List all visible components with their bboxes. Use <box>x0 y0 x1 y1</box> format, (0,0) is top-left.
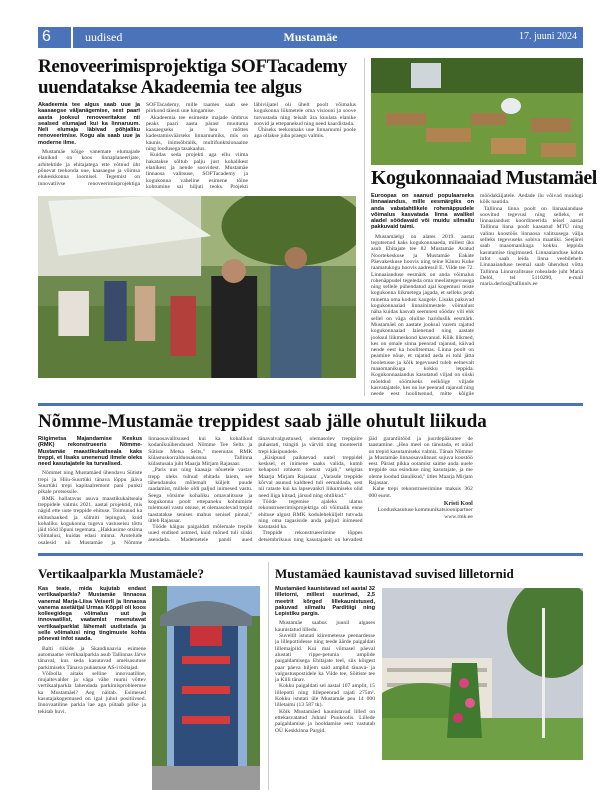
article-lead: Euroopas on saanud populaarseks linnaaiandus, mille eesmärgiks on anda vabatahtlikele rohenäppudele võimalus kasvatada linna avalikel aladel söödavaid või muidu silmailu pakkuvaid taimi. <box>371 193 474 231</box>
paragraph: Tööde käigus paigaldati mõlemale trepile uued endised astmed, kuid mõned tuli siiski asendada. Mademetele pandi uued tänavalvalgustused, olemasolev trepipiire puhastati, tsingiti ja värviti ning monteeriti trepi käsipuudele. <box>148 436 363 543</box>
author-website: www.rmk.ee <box>444 513 473 520</box>
paragraph: Kuidas seda projekti aga ellu viima hakatakse sõltub palju just kohalikest elanikest ja nende soovidest. Mustamäe linnaosa valitsuse, SOFTacademy ja kogukonna vaheline esimene tõine kohtumine sai hiljuti teoks. Projekti läbiviijatel oli ühelt poolt võimalus kogukonna liikmetele oma visiooni ja soove tutvustada ning teisalt ära kuulata elanike soovid ja ettepanekud ning need kaardistada. <box>146 102 356 190</box>
article-lead: Mustamäed kaunistavad sel aastal 32 lilletorni, millest suurimad, 2,5 meetrit kõrged lillekaunistused, pakuvad silmailu Parditiigi ning Lepistiku pargis. <box>275 586 375 618</box>
paragraph: Mustamäe saabus juunil algases kaunistatud lilledu. <box>275 620 375 633</box>
newspaper-name: Mustamäe <box>283 30 338 44</box>
article-body-stairs <box>38 436 583 549</box>
paragraph: „Kisipuud paiknevad uutel treppidel kesksel, et inimene saaks valida, kumb kehapool rohkem toetust vajab," selgitas Maarja Mirjam Rajasaar. „Varasde treppide kõrval asunud kaldteed tuli eemaldada, sest nii rataste kui ka lapsevankri liikumiseks olid need liiga kitsad, järsud ning ohtlikud." <box>258 454 363 499</box>
article-headline-softacademy: Renoveerimisprojektiga SOFTacademy uuendatakse Akadeemia tee algus <box>38 56 348 98</box>
article-body-flower-towers <box>275 586 375 791</box>
page-header-bar <box>38 27 583 48</box>
paragraph: Kokku paigaldati sel aastal 107 amplit, 15 lillepotti ning lillepeenrad rajati 275m². Kokku istutati üle Mustamäe pea 14 000 lilletaimi (13 587 tk). <box>275 683 375 709</box>
column-divider <box>268 562 269 790</box>
paragraph: Kõik Mustamäed kaunistavad lilled on ettekasvatatud Juhani Puukoolis. Lillede paigaldamise ja hooldamise eest vastutab OÜ Keskkinna Pargid. <box>275 708 375 734</box>
article-lead: Riigimetsa Majandamise Keskus (RMK) rekonstrueeris Nõmme-Mustamäe maastikukaitseala kaks treppi, et lisaks unenenud ilmele oleks need kasutajatele ka turvalised. <box>38 436 143 468</box>
article-body-gardens <box>371 193 583 398</box>
issue-date: 17. juuni 2024 <box>518 31 577 42</box>
article-headline-gardens: Kogukonnaaiad Mustamäel <box>371 167 597 189</box>
article-lead: Akadeemia tee algus saab uue ja kaasaegse väljanägemise, sest paari aasta jooksul renoveeritakse nii sealsed elumajad kui ka linnaruum. Neli elumaja läbivad põhjaliku renoveerimise. Kogu ala saab uue ja moderne ilme. <box>38 102 140 146</box>
paragraph: Nõmmet ning Mustamäed ühendavu Sütiste trepi ja Hiiu-Suurtüki tänava lõppu jääva Suurtüki trepi kapitaalremont pani punkti pikale protsessile. <box>38 470 143 496</box>
article-body-parking <box>38 586 146 791</box>
author-role: Looduskasutuse kommunikatsioonipartner <box>377 507 473 514</box>
article-headline-parking: Vertikaalparkla Mustamäele? <box>38 566 204 581</box>
paragraph: Võibolla aitaks selline innovaatiline, mujaltevalder ja väga vähe ruumi võttev vertikaalparkla lahendada parkimisprobleemse ka Mustamäel? Aeg näitab. Esimesed kasutajakogemused on igal juhul positiivsed. Innovaatiline parkla lae aga pütaab pilke ja tekitab huvi. <box>38 670 146 715</box>
photo-community-meeting <box>38 196 356 378</box>
column-divider <box>364 58 365 396</box>
paragraph: Mustamäe kõige vanemate elumajade elanikud on koos linnaplaneerijate, arhitektide ja ehitajatega ette võtnud üht põnevat teekonda uue, kaasaegse ja võimsa elukeskkonna loomisel. Tegemist on innovatiivse renoveerimisprojektiga SOFTacademy, mille raames saab see piirkond täiesti uue hingamise. <box>38 102 248 187</box>
paragraph: „Paris uus ning kaasaja nõuetele vastav trepp oleks tulnud ehitada laiem, see tähendanuks mõlemalt küljelt puude raadamist, millele oldi paljud inimesed vastu. Seega võtsime kohaliku omavalitsuse ja kogukonna poolt ettepaneku kohtumiste tulemusel vastu otsuse, et olemasolevad trepid taastatakse senises mahus senisel pinnal," ütleb Rajasaar. <box>148 467 253 524</box>
page-number: 6 <box>42 28 51 45</box>
paragraph: Tööde tegemise ajaleks ulatus rekonstrueerimisprojektiga oli võimalik enne ehituse algust RMK koduleheküljelt tutvuda ning oma tagasiside anda paljud inimesed kasutasid ka. <box>258 498 363 531</box>
article-body-softacademy <box>38 102 356 194</box>
article-headline-stairs: Nõmme-Mustamäe treppidest saab jälle ohutult liikuda <box>38 411 487 432</box>
paragraph: Tallinna linna poolt on linnaaianduse soovitud tegevusi ning selleks, et linnaaiandust koordineerida teisel aastal Tallinna linna poolt kaasatud MTÜ ning valinu koostöös linnaosa valitsusega välja selleks tegevuseks sobiva maatüki. Seejärel saab maaomanikuga kokku leppida kasutamise tingimused. Linnaaianduse kohta infot saab leida linna veebilehelt. Linnaaianduse teemal saab ühendust võtta Tallinna Linnavalitsuse rohealade juht Maria Delöl, tel 5110290, e-mail maria.derlos@tallinnlv.ee <box>480 205 583 288</box>
author-signature <box>369 501 473 520</box>
paragraph: Kahe trepi rekonstrueerimine maksis 362 000 eurot. <box>368 486 473 499</box>
paragraph: Ühiseks teekonnaks uue linnaruumi poole aga ollakse juba praegu valmis. <box>254 127 356 140</box>
paragraph: Balti riikide ja Skandinaavia esimene automaatne vertikaalparkla asub Tallinnas Järve tänaval, kus seda kasutavad ameisasutuse parkimiseks Tänava puhastuse AS-i töötajad. <box>38 645 146 671</box>
article-lead: Kas teate, mida kujutab endast vertikaalparkla? Mustamäe linnaosa vanemal Marja-Liisa Veiserll ja linnaosa vanema asetäitjal Urmas Kõppil oli koos kolleegidega võimalus uut ja innovaatilist, vaatamist meenutavat vertikaalparklat lähemalt uudistada ja selle võimalusi ning tingimuste kohta põnevat infot saada. <box>38 586 146 643</box>
section-rule <box>38 403 583 406</box>
paragraph: Treppide rekonstrueerimine lõppes detsembrikuus ning kasutajatelt on kevadest jäid garantiitööd ja juurdepääsutee de taastamine. „Hea meel on tänutada, et nüüd on trepid kasutamiseks valmis. Tänan Nõmme ja Mustamäe linnaosavalitsust sujuva koostöö eest. Pärast pikka ootamist saime anda uuele treppide osa esinduse ning kasutajate, ja me oleme loodud tänulikud," ütles Maarja Mirjam Rajasaar. <box>258 436 473 543</box>
photo-vertical-parking <box>152 586 260 790</box>
paragraph: Mustamäelgi on alates 2019. aastat tegutsenud kaks kogukonnaaeda, millest üks asub Ehitajate tee 82 Mustamäe Avatud Noortekeskuse ja Mustamäe Eakate Päevakeskuse hoovis ning teine Kännu Kuke raamatukogu hoovis aadressil E. Vilde tee 72. Linnaaianduse eesmärk on anda võimalus rohenäppudel tegeleda oma meelistegevusega ning sellele pühendatud ajal kogemusi teiste kogukonna liikmetega jagada, et selleks peab minema oma kodust kaugele. Lisaks pakuvad kogukonnaaiad linnainimestele võimalust näha kuidas kasvab seemnest söödav vili ehk sellel on väga oluline hariduslik eesmärk. Mustamäel on aastate jooksul varem rajatud kogukonnaaiad laienenud ning aastate jooksul liikmeskond kasvanud. Kõik liikmed, kes on omale sinna peenrad rajanud, käivad nende eest ka hoolitsemas. Linna poolt on peamine nõue, et rajatud aeda ei tohi jätta hooletusse ja kõik tegevused tuleb eelnevalt maaomanikuga kokku leppida. Kogukonnaaiandus kasutatud viljad on siiski mõeldud söömiseks eelkõige viljade kasvatajatele, kes on ise peenrad rajanud ning neede eest hoolitsenud, mitte kõigile möödakäijatele. Aedade ilu võivad muidugi kõik nautida. <box>371 193 583 398</box>
author-name: Kristi Kool <box>443 500 473 507</box>
paragraph: RMK hallatavas asuva maastikukaitseala treppidele valmis 2021. aastal projektid, mis nägid ette uute treppide ehituse. Toimunud ka ehitushanked ja sõlmiti lepingud, kuid kohaliku kogukonna tugeva vastuseisu tõttu jäid tööd lõpuni tegemata. „Hakkasime otsima võimalusi, kuidas edasi minna. Arutelude osalesid nii Mustamäe ja Nõmme linnaosavalitsused kui ka kohalikud kodanikuühendused Nõmme Tee Selts ja Sütiste Metsa Selts," meenutas RMK külastuskorralduosakonna Tallinna külastusala juht Maarja Mirjam Rajasaar. <box>38 436 253 546</box>
paragraph: Suvelill istutati kiiremetesse peenardesse ja lillepottidesse ning teede äärde paigaldati lillemajpild. Kui mai viimasel päeval alustati rippe-petunia amplide paigaldamisega Ehitajate teel, siis kõigest paar päeva hiljem said amplid tänava- ja valgustuspostidele ka Vilde tee, Sõitiste tee ja Kiili tänav. <box>275 633 375 684</box>
article-headline-flower-towers: Mustamäed kaunistavad suvised lilletornid <box>275 566 514 581</box>
photo-community-gardens <box>371 58 583 165</box>
paragraph: Akadeemia tee esimeste majade ümbrus peaks paari aasta pärast muutuma kaasaegseks ja hea mõttes kadestamisväärseks linnaruumiks, mis on kaunis, inimsõbralik, multifunktsionaalne ning loodusega tasakaalus. <box>146 114 248 153</box>
section-rule <box>38 553 583 556</box>
section-name: uudised <box>85 30 123 44</box>
photo-flower-towers <box>382 588 583 760</box>
